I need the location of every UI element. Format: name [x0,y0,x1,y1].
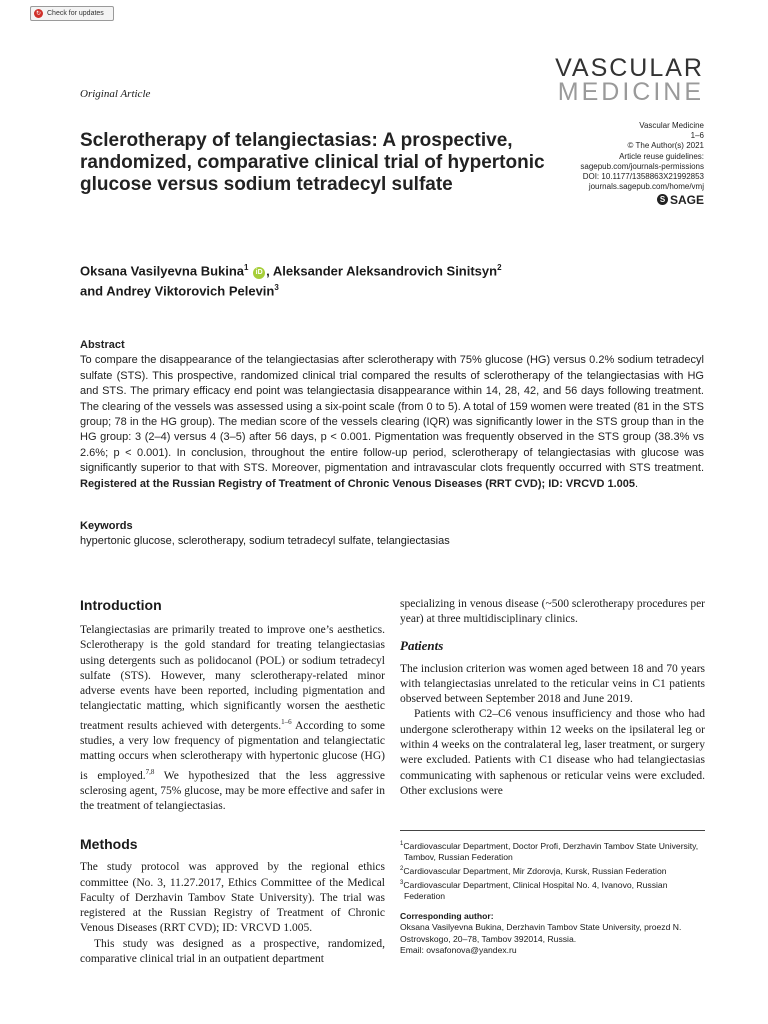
abstract-section [80,338,704,492]
affiliation-2-text: Cardiovascular Department, Mir Zdorovja, Kursk, Russian Federation [403,865,667,876]
methods-paragraph-1: The study protocol was approved by the regional ethics committee (No. 3, 11.27.2017, Ethics Committee of the Medical Faculty of Derzhavin Tambov State University). The trial was registered at the Russian Registry of Treatment of Chronic Venous Diseases (RRT CVD); ID: VRCVD 1.005. [80,861,385,935]
check-for-updates-label: Check for updates [47,10,104,17]
methods-heading: Methods [80,836,138,853]
author-2-affiliation: 2 [497,263,502,272]
sage-s-icon: S [657,194,668,205]
article-title: Sclerotherapy of telangiectasias: A prospective, randomized, comparative clinical trial of hypertonic glucose versus sodium tetradecyl sulfate [80,130,545,195]
keywords-text: hypertonic glucose, sclerotherapy, sodium tetradecyl sulfate, telangiectasias [80,535,450,547]
copyright: © The Author(s) 2021 [627,141,704,151]
affiliation-3-text: Cardiovascular Department, Clinical Hospital No. 4, Ivanovo, Russian Federation [403,879,668,901]
sage-logo [657,194,704,205]
methods-continued: specializing in venous disease (~500 sclerotherapy procedures per year) at three multidisciplinary clinics. [400,598,705,626]
abstract-end: . [635,477,639,490]
journal-logo [555,56,704,104]
abstract-body: To compare the disappearance of the telangiectasias after sclerotherapy with 75% glucose (HG) versus 0.2% sodium tetradecyl sulfate (STS). This prospective, randomized clinical trial compared the results of sclerotherapy of the telangiectasias with HG and STS. The primary efficacy end point was telangiectasia disappearance within 14, 28, 42, and 56 days following treatment. The clearing of the vessels was assessed using a six-point scale (from 0 to 5). A total of 159 women were treated (81 in the STS group; 78 in the HG group). The median score of the vessels clearing (IQR) was significantly lower in the STS group than in the HG group: 3 (2–4) versus 4 (3–5) after 56 days, p < 0.001. Pigmentation was frequently observed in the STS group (38.3% vs 2.6%; p < 0.001). In conclusion, throughout the entire follow-up period, sclerotherapy of telangiectasias with glucose was significantly superior to that with STS. Moreover, pigmentation and intravascular clots frequently occurred with STS treatment. [80,354,704,475]
intro-text-2: According to some studies, a very low frequency of pigmentation and telangiectatic matting occurs when sclerotherapy with hypertonic glucose (HG) is employed. [80,719,385,782]
article-meta [574,121,704,205]
affiliation-2 [400,864,705,877]
check-for-updates-badge[interactable] [30,6,114,21]
patients-paragraph-1: The inclusion criterion was women aged between 18 and 70 years with telangiectasias unrelated to the reticular veins in C1 patients observed between September 2018 and June 2019. [400,662,705,706]
journal-homepage-link[interactable]: journals.sagepub.com/home/vmj [588,182,704,192]
intro-ref-1[interactable]: 1–6 [281,717,292,726]
orcid-icon[interactable]: iD [253,267,265,279]
intro-ref-2[interactable]: 7,8 [145,767,155,776]
left-column [80,597,385,967]
abstract-text [80,353,704,492]
doi[interactable]: DOI: 10.1177/1358863X21992853 [582,172,704,182]
corresponding-author-address: Oksana Vasilyevna Bukina, Derzhavin Tambov State University, proezd N. Ostrovskogo, 20–78, Tambov 392014, Russia. [400,922,682,944]
affiliation-3-number: 3 [400,879,404,886]
intro-text-3: We hypothesized that the less aggressive sclerosing agent, 75% glucose, may be more effective and safer in the treatment of telangiectasias. [80,769,385,812]
page-range: 1–6 [690,131,704,141]
abstract-registry: Registered at the Russian Registry of Treatment of Chronic Venous Diseases (RRT CVD); ID: VRCVD 1.005 [80,477,636,490]
abstract-heading: Abstract [80,339,125,351]
journal-logo-line2: MEDICINE [557,78,704,106]
affiliation-2-number: 2 [400,866,404,873]
keywords-section [80,519,704,549]
introduction-paragraph [80,623,385,814]
patients-heading: Patients [400,637,444,653]
right-column [400,597,705,799]
refresh-icon: ↻ [35,11,42,17]
author-3-affiliation: 3 [274,283,279,293]
author-2[interactable]: Aleksander Aleksandrovich Sinitsyn [272,263,498,279]
permissions-link[interactable]: sagepub.com/journals-permissions [580,161,704,171]
author-1-affiliation: 1 [244,263,249,272]
author-3[interactable]: Andrey Viktorovich Pelevin [106,283,275,299]
corresponding-author-heading: Corresponding author: [400,910,494,921]
author-and: and [80,283,107,299]
reuse-guidelines: Article reuse guidelines: [619,151,704,161]
affiliation-1-text: Cardiovascular Department, Doctor Profi, Derzhavin Tambov State University, Tambov, Russian Federation [403,840,699,863]
author-list [80,259,640,300]
affiliation-3 [400,878,705,903]
journal-name: Vascular Medicine [639,121,704,130]
affiliation-1 [400,839,705,864]
affiliation-1-number: 1 [400,841,404,847]
corresponding-author-email[interactable]: Email: ovsafonova@yandex.ru [400,945,517,956]
methods-paragraph-2: This study was designed as a prospective, randomized, comparative clinical trial in an outpatient department [80,937,385,965]
journal-logo-line1: VASCULAR [555,54,704,82]
author-separator: , [266,263,273,279]
author-1[interactable]: Oksana Vasilyevna Bukina [80,263,245,279]
publisher-name: SAGE [669,192,704,207]
introduction-heading: Introduction [80,597,162,613]
patients-paragraph-2: Patients with C2–C6 venous insufficiency and those who had undergone sclerotherapy within 12 weeks on the ipsilateral leg or within 4 weeks on the contralateral leg, laser treatment, or surgery were excluded. Patients with C1 disease who had telangiectasias communicating with saphenous or reticular veins were excluded. Other exclusions were [400,708,705,797]
article-type: Original Article [80,88,151,100]
intro-text-1: Telangiectasias are primarily treated to improve one’s aesthetics. Sclerotherapy is the gold standard for treating telangiectasias using detergents such as polidocanol (POL) or sodium tetradecyl sulfate (STS). However, many sclerotherapy-related minor adverse events have been reported, including pigmentation and telangiectatic matting, which significantly worsen the aesthetic treatment results achieved with detergents. [80,624,385,732]
keywords-heading: Keywords [80,520,133,532]
footnotes [400,830,705,957]
